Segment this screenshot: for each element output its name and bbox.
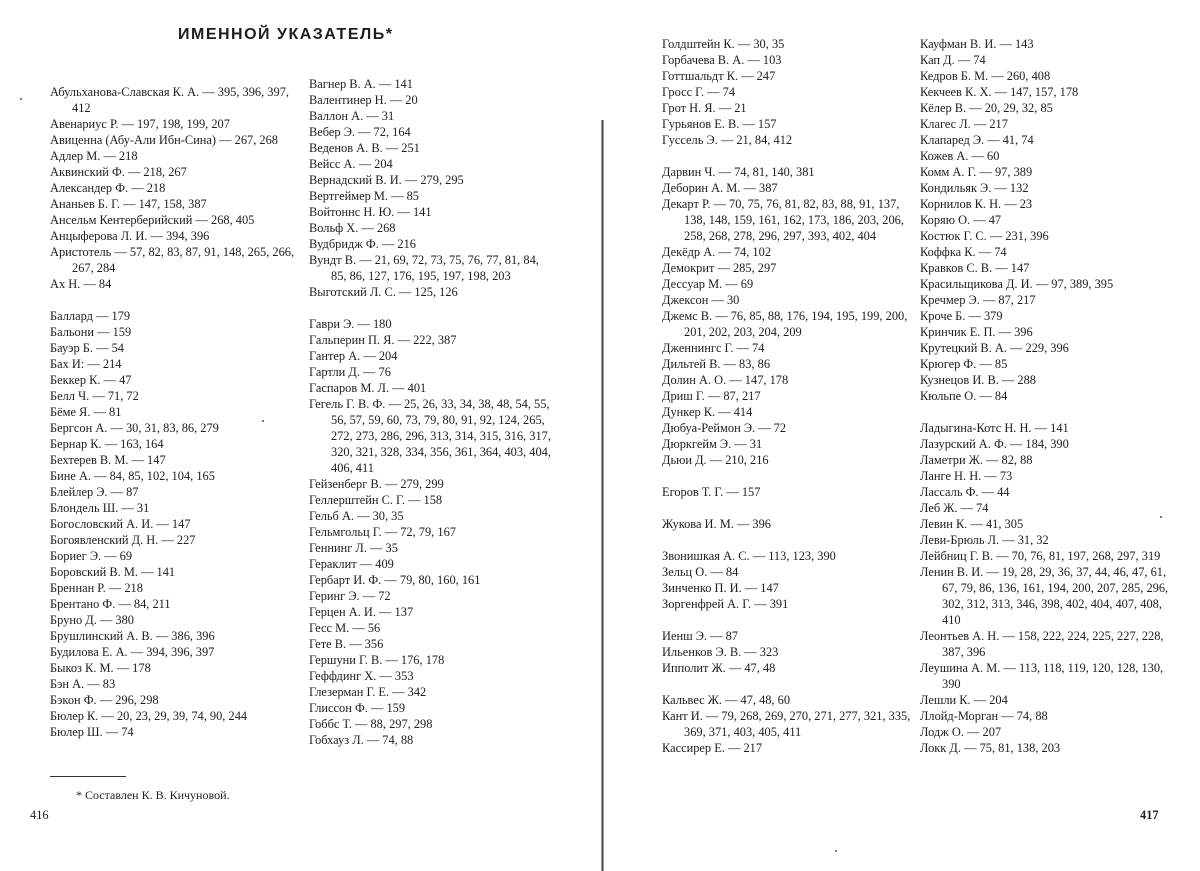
index-entry: Дункер К. — 414	[662, 405, 753, 419]
index-entry: Гросс Г. — 74	[662, 85, 736, 99]
index-entry: Аквинский Ф. — 218, 267	[50, 165, 187, 179]
index-entry: Гете В. — 356	[309, 637, 384, 651]
index-group	[50, 308, 298, 740]
index-entry: Бэкон Ф. — 296, 298	[50, 693, 159, 707]
print-speck	[1160, 516, 1162, 518]
index-entry: Глиссон Ф. — 159	[309, 701, 406, 715]
index-entry: Вундт В. — 21, 69, 72, 73, 75, 76, 77, 81, 84, 85, 86, 127, 176, 195, 197, 198, 203	[309, 253, 539, 283]
index-entry: Долин А. О. — 147, 178	[662, 373, 789, 387]
index-entry: Бёме Я. — 81	[50, 405, 122, 419]
index-entry: Бах И: — 214	[50, 357, 122, 371]
index-entry: Гальперин П. Я. — 222, 387	[309, 333, 457, 347]
index-entry: Ильенков Э. В. — 323	[662, 645, 779, 659]
index-entry: Коффка К. — 74	[920, 245, 1007, 259]
index-entry: Крутецкий В. А. — 229, 396	[920, 341, 1069, 355]
index-entry: Кринчик Е. П. — 396	[920, 325, 1033, 339]
index-entry: Вагнер В. А. — 141	[309, 77, 413, 91]
index-entry: Авенариус Р. — 197, 198, 199, 207	[50, 117, 230, 131]
index-entry: Вернадский В. И. — 279, 295	[309, 173, 464, 187]
index-group	[309, 76, 557, 300]
index-entry: Беккер К. — 47	[50, 373, 132, 387]
index-entry: Костюк Г. С. — 231, 396	[920, 229, 1049, 243]
index-entry: Звонишкая А. С. — 113, 123, 390	[662, 549, 836, 563]
index-entry: Кап Д. — 74	[920, 53, 986, 67]
index-entry: Войтоннс Н. Ю. — 141	[309, 205, 432, 219]
index-entry: Гоббс Т. — 88, 297, 298	[309, 717, 433, 731]
index-entry: Ананьев Б. Г. — 147, 158, 387	[50, 197, 207, 211]
index-entry: Вертгеймер М. — 85	[309, 189, 419, 203]
index-entry: Дьюи Д. — 210, 216	[662, 453, 769, 467]
index-entry: Веденов А. В. — 251	[309, 141, 420, 155]
index-group	[309, 316, 557, 748]
index-entry: Жукова И. М. — 396	[662, 517, 771, 531]
index-group	[662, 692, 912, 756]
index-entry: Кожев А. — 60	[920, 149, 1000, 163]
index-entry: Бауэр Б. — 54	[50, 341, 124, 355]
index-entry: Декёдр А. — 74, 102	[662, 245, 772, 259]
index-entry: Дарвин Ч. — 74, 81, 140, 381	[662, 165, 815, 179]
index-entry: Деборин А. М. — 387	[662, 181, 778, 195]
right-page	[606, 0, 1200, 871]
page-number: 416	[30, 808, 49, 822]
index-group	[662, 484, 912, 500]
index-entry: Бехтерев В. М. — 147	[50, 453, 166, 467]
index-entry: Гурьянов Е. В. — 157	[662, 117, 777, 131]
print-speck	[20, 98, 22, 100]
index-entry: Крюгер Ф. — 85	[920, 357, 1008, 371]
index-entry: Корнилов К. Н. — 23	[920, 197, 1033, 211]
index-entry: Геннинг Л. — 35	[309, 541, 398, 555]
index-entry: Богоявленский Д. Н. — 227	[50, 533, 196, 547]
index-entry: Джемс В. — 76, 85, 88, 176, 194, 195, 199, 200, 201, 202, 203, 204, 209	[662, 309, 908, 339]
index-entry: Ах Н. — 84	[50, 277, 112, 291]
index-entry: Валентинер Н. — 20	[309, 93, 418, 107]
index-entry: Будилова Е. А. — 394, 396, 397	[50, 645, 215, 659]
index-entry: Лейбниц Г. В. — 70, 76, 81, 197, 268, 297, 319	[920, 549, 1161, 563]
index-entry: Комм А. Г. — 97, 389	[920, 165, 1033, 179]
index-group	[662, 628, 912, 676]
index-entry: Дженнингс Г. — 74	[662, 341, 765, 355]
index-entry: Геффдинг Х. — 353	[309, 669, 414, 683]
index-entry: Авиценна (Абу-Али Ибн-Сина) — 267, 268	[50, 133, 278, 147]
index-entry: Брентано Ф. — 84, 211	[50, 597, 171, 611]
index-entry: Джексон — 30	[662, 293, 740, 307]
index-entry: Кедров Б. М. — 260, 408	[920, 69, 1051, 83]
index-entry: Дюркгейм Э. — 31	[662, 437, 763, 451]
index-entry: Выготский Л. С. — 125, 126	[309, 285, 458, 299]
index-entry: Анцыферова Л. И. — 394, 396	[50, 229, 210, 243]
index-entry: Гесс М. — 56	[309, 621, 381, 635]
index-title: ИМЕННОЙ УКАЗАТЕЛЬ*	[178, 26, 394, 43]
index-entry: Зинченко П. И. — 147	[662, 581, 779, 595]
index-entry: Иенш Э. — 87	[662, 629, 738, 643]
index-entry: Кекчеев К. Х. — 147, 157, 178	[920, 85, 1079, 99]
index-entry: Глезерман Г. Е. — 342	[309, 685, 427, 699]
index-entry: Богословский А. И. — 147	[50, 517, 191, 531]
index-entry: Кёлер В. — 20, 29, 32, 85	[920, 101, 1053, 115]
index-entry: Дильтей В. — 83, 86	[662, 357, 771, 371]
index-entry: Леонтьев А. Н. — 158, 222, 224, 225, 227, 228, 387, 396	[920, 629, 1164, 659]
index-entry: Ансельм Кентерберийский — 268, 405	[50, 213, 255, 227]
footnote-rule	[50, 776, 126, 777]
print-speck	[835, 850, 837, 852]
index-entry: Геринг Э. — 72	[309, 589, 391, 603]
index-entry: Александер Ф. — 218	[50, 181, 166, 195]
index-entry: Гераклит — 409	[309, 557, 394, 571]
page-number: 417	[1140, 808, 1159, 822]
index-entry: Вольф Х. — 268	[309, 221, 396, 235]
book-gutter	[601, 120, 604, 871]
index-entry: Ллойд-Морган — 74, 88	[920, 709, 1048, 723]
index-entry: Гуссель Э. — 21, 84, 412	[662, 133, 793, 147]
index-entry: Ламетри Ж. — 82, 88	[920, 453, 1033, 467]
index-entry: Кауфман В. И. — 143	[920, 37, 1034, 51]
index-entry: Бернар К. — 163, 164	[50, 437, 164, 451]
index-entry: Герцен А. И. — 137	[309, 605, 414, 619]
index-entry: Зоргенфрей А. Г. — 391	[662, 597, 789, 611]
index-entry: Вейсс А. — 204	[309, 157, 393, 171]
index-entry: Ипполит Ж. — 47, 48	[662, 661, 776, 675]
index-entry: Кондильяк Э. — 132	[920, 181, 1029, 195]
index-entry: Вудбридж Ф. — 216	[309, 237, 416, 251]
index-entry: Аристотель — 57, 82, 83, 87, 91, 148, 265, 266, 267, 284	[50, 245, 295, 275]
index-group	[920, 36, 1172, 404]
index-entry: Левин К. — 41, 305	[920, 517, 1024, 531]
index-column	[50, 84, 298, 740]
index-entry: Лассаль Ф. — 44	[920, 485, 1010, 499]
index-entry: Вебер Э. — 72, 164	[309, 125, 411, 139]
index-entry: Боровский В. М. — 141	[50, 565, 176, 579]
index-entry: Демокрит — 285, 297	[662, 261, 777, 275]
index-entry: Белл Ч. — 71, 72	[50, 389, 139, 403]
index-entry: Ладыгина-Котс Н. Н. — 141	[920, 421, 1069, 435]
index-entry: Локк Д. — 75, 81, 138, 203	[920, 741, 1061, 755]
index-entry: Ленин В. И. — 19, 28, 29, 36, 37, 44, 46, 47, 61, 67, 79, 86, 136, 161, 194, 200, 207, 285, 296, 302, 312, 313, 346, 398, 402, 404, 407, 408, 410	[920, 565, 1169, 627]
index-entry: Бюлер К. — 20, 23, 29, 39, 74, 90, 244	[50, 709, 248, 723]
index-entry: Кюльпе О. — 84	[920, 389, 1008, 403]
index-entry: Клагес Л. — 217	[920, 117, 1008, 131]
index-entry: Гегель Г. В. Ф. — 25, 26, 33, 34, 38, 48, 54, 55, 56, 57, 59, 60, 73, 79, 80, 91, 92, 124, 265, 272, 273, 286, 296, 313, 314, 315, 316, 317, 320, 321, 328, 334, 356, 361, 364, 403, 404, 406, 411	[309, 397, 551, 475]
index-entry: Лодж О. — 207	[920, 725, 1002, 739]
index-entry: Леушина А. М. — 113, 118, 119, 120, 128, 130, 390	[920, 661, 1164, 691]
index-entry: Бруно Д. — 380	[50, 613, 134, 627]
index-entry: Декарт Р. — 70, 75, 76, 81, 82, 83, 88, 91, 137, 138, 148, 159, 161, 162, 173, 186, 203, 206, 258, 268, 278, 296, 297, 393, 402, 404	[662, 197, 904, 243]
index-entry: Кассирер Е. — 217	[662, 741, 763, 755]
index-entry: Гаспаров М. Л. — 401	[309, 381, 427, 395]
index-entry: Дюбуа-Реймон Э. — 72	[662, 421, 787, 435]
index-entry: Кравков С. В. — 147	[920, 261, 1030, 275]
index-entry: Кант И. — 79, 268, 269, 270, 271, 277, 321, 335, 369, 371, 403, 405, 411	[662, 709, 911, 739]
index-entry: Гельмгольц Г. — 72, 79, 167	[309, 525, 456, 539]
index-entry: Гаври Э. — 180	[309, 317, 392, 331]
index-group	[662, 548, 912, 612]
index-entry: Бориег Э. — 69	[50, 549, 133, 563]
index-entry: Геллерштейн С. Г. — 158	[309, 493, 443, 507]
index-entry: Блейлер Э. — 87	[50, 485, 139, 499]
index-entry: Коряю О. — 47	[920, 213, 1002, 227]
index-group	[50, 84, 298, 292]
index-entry: Абульханова-Славская К. А. — 395, 396, 397, 412	[50, 85, 289, 115]
index-entry: Кузнецов И. В. — 288	[920, 373, 1037, 387]
index-entry: Лешли К. — 204	[920, 693, 1008, 707]
index-group	[662, 164, 912, 468]
index-entry: Кальвес Ж. — 47, 48, 60	[662, 693, 791, 707]
index-column	[920, 36, 1172, 756]
index-entry: Кроче Б. — 379	[920, 309, 1003, 323]
index-entry: Дриш Г. — 87, 217	[662, 389, 761, 403]
index-entry: Зельц О. — 84	[662, 565, 739, 579]
index-entry: Горбачева В. А. — 103	[662, 53, 782, 67]
index-entry: Лазурский А. Ф. — 184, 390	[920, 437, 1069, 451]
index-entry: Гербарт И. Ф. — 79, 80, 160, 161	[309, 573, 481, 587]
index-entry: Кречмер Э. — 87, 217	[920, 293, 1036, 307]
index-group	[662, 516, 912, 532]
index-entry: Клапаред Э. — 41, 74	[920, 133, 1034, 147]
index-entry: Голдштейн К. — 30, 35	[662, 37, 785, 51]
index-column	[662, 36, 912, 756]
index-entry: Леви-Брюль Л. — 31, 32	[920, 533, 1049, 547]
index-entry: Бэн А. — 83	[50, 677, 116, 691]
index-entry: Адлер М. — 218	[50, 149, 138, 163]
index-entry: Гельб А. — 30, 35	[309, 509, 404, 523]
index-entry: Гантер А. — 204	[309, 349, 398, 363]
index-entry: Гершуни Г. В. — 176, 178	[309, 653, 445, 667]
index-entry: Гейзенберг В. — 279, 299	[309, 477, 444, 491]
index-entry: Красильщикова Д. И. — 97, 389, 395	[920, 277, 1114, 291]
index-entry: Готтшальдт К. — 247	[662, 69, 776, 83]
index-entry: Бюлер Ш. — 74	[50, 725, 134, 739]
index-entry: Валлон А. — 31	[309, 109, 395, 123]
index-entry: Грот Н. Я. — 21	[662, 101, 747, 115]
index-group	[920, 420, 1172, 756]
index-entry: Бергсон А. — 30, 31, 83, 86, 279	[50, 421, 219, 435]
index-column	[309, 76, 557, 748]
index-entry: Дессуар М. — 69	[662, 277, 754, 291]
index-entry: Баллард — 179	[50, 309, 131, 323]
index-entry: Егоров Т. Г. — 157	[662, 485, 761, 499]
index-entry: Брушлинский А. В. — 386, 396	[50, 629, 215, 643]
index-entry: Гартли Д. — 76	[309, 365, 391, 379]
index-entry: Ланге Н. Н. — 73	[920, 469, 1013, 483]
index-entry: Гобхауз Л. — 74, 88	[309, 733, 414, 747]
index-entry: Бреннан Р. — 218	[50, 581, 143, 595]
index-entry: Бине А. — 84, 85, 102, 104, 165	[50, 469, 215, 483]
footnote: * Составлен К. В. Кичуновой.	[76, 788, 230, 802]
print-speck	[262, 420, 264, 422]
index-entry: Леб Ж. — 74	[920, 501, 989, 515]
index-entry: Быкоз К. М. — 178	[50, 661, 151, 675]
index-entry: Бальони — 159	[50, 325, 132, 339]
index-group	[662, 36, 912, 148]
index-entry: Блондель Ш. — 31	[50, 501, 150, 515]
